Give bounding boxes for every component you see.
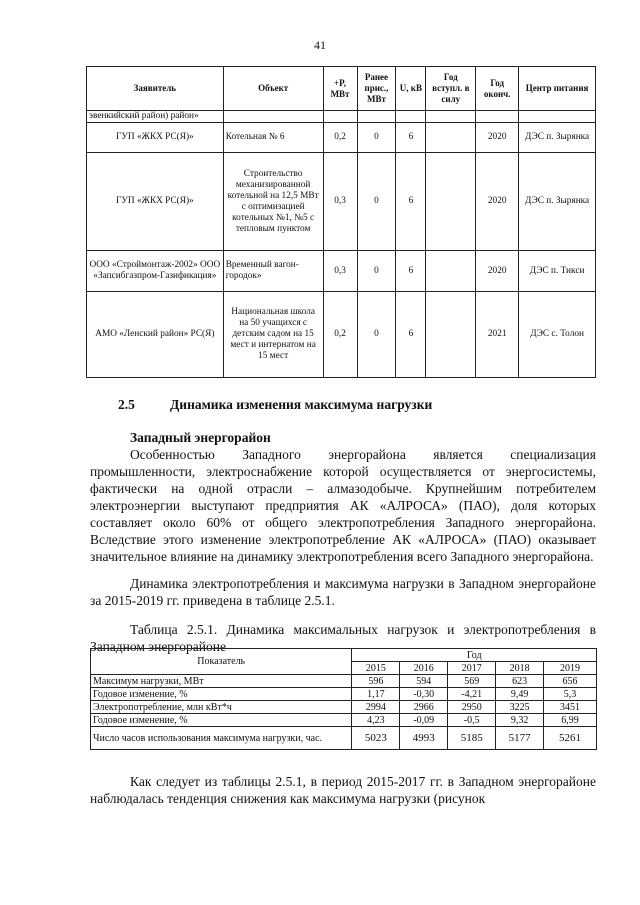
cell-power: 0,3 bbox=[323, 153, 357, 251]
cell-value: 5185 bbox=[448, 727, 496, 750]
header-object: Объект bbox=[223, 67, 323, 111]
header-power-center: Центр питания bbox=[519, 67, 596, 111]
cell-object: Национальная школа на 50 учащихся с детским садом на 15 мест и интернатом на 15 мест bbox=[223, 292, 323, 378]
section-title: Динамика изменения максимума нагрузки bbox=[170, 397, 433, 412]
cell-prev-power: 0 bbox=[357, 251, 396, 292]
cell-value: 6,99 bbox=[544, 714, 597, 727]
cell-prev-power: 0 bbox=[357, 292, 396, 378]
paragraph: Особенностью Западного энергорайона является специализация промышленности, электроснабжение которой осуществляется от энергосистемы, фактически на одной отрасли – алмазодобыче. Крупнейшим потребителем электроэнергии выступают предприятия АК «АЛРОСА» (ПАО), доля которых составляет около 60% от общего электропотребления Западного энергорайона. Вследствие этого изменение электропотребление АК «АЛРОСА» (ПАО) оказывает значительное влияние на динамику электропотребления всего Западного энергорайона. bbox=[90, 447, 596, 564]
section-heading bbox=[118, 397, 432, 413]
cell-voltage: 6 bbox=[396, 123, 426, 153]
cell-prev-power: 0 bbox=[357, 123, 396, 153]
header-year-value: 2018 bbox=[496, 662, 544, 675]
page-number: 41 bbox=[314, 38, 326, 52]
subheading: Западный энергорайон bbox=[130, 430, 271, 445]
cell-year-start bbox=[426, 123, 476, 153]
cell-prev-power: 0 bbox=[357, 153, 396, 251]
cell-value: -0,30 bbox=[400, 688, 448, 701]
table-header-row bbox=[87, 67, 596, 111]
cell-value: 4,23 bbox=[352, 714, 400, 727]
header-applicant: Заявитель bbox=[87, 67, 224, 111]
table-row bbox=[87, 153, 596, 251]
cell-value: 4993 bbox=[400, 727, 448, 750]
header-power: +P, МВт bbox=[323, 67, 357, 111]
cell-power: 0,2 bbox=[323, 292, 357, 378]
cell-value: 5,3 bbox=[544, 688, 597, 701]
cell-value: 2994 bbox=[352, 701, 400, 714]
paragraph: Динамика электропотребления и максимума нагрузки в Западном энергорайоне за 2015-2019 гг. приведена в таблице 2.5.1. bbox=[90, 576, 596, 608]
header-indicator: Показатель bbox=[91, 649, 352, 675]
cell-power-center: ДЭС п. Зырянка bbox=[519, 153, 596, 251]
cell-value: -4,21 bbox=[448, 688, 496, 701]
row-label: Число часов использования максимума нагрузки, час. bbox=[91, 727, 352, 750]
cell-power-center: ДЭС п. Тикси bbox=[519, 251, 596, 292]
header-prev-power: Ранее прис., МВт bbox=[357, 67, 396, 111]
table-row bbox=[91, 714, 597, 727]
table-row bbox=[91, 675, 597, 688]
cell-value: 9,49 bbox=[496, 688, 544, 701]
cell-applicant: ГУП «ЖКХ РС(Я)» bbox=[87, 123, 224, 153]
cell-object: Строительство механизированной котельной на 12,5 МВт с оптимизацией котельных №1, №5 с тепловым пунктом bbox=[223, 153, 323, 251]
cell-year-end: 2020 bbox=[476, 251, 519, 292]
table-row bbox=[87, 111, 596, 123]
cell-value: 3451 bbox=[544, 701, 597, 714]
cell-voltage: 6 bbox=[396, 153, 426, 251]
cell-value: -0,5 bbox=[448, 714, 496, 727]
cell-value: 5177 bbox=[496, 727, 544, 750]
header-year-value: 2019 bbox=[544, 662, 597, 675]
cell-year-end: 2021 bbox=[476, 292, 519, 378]
cell-value: 656 bbox=[544, 675, 597, 688]
cell-applicant: АМО «Ленский район» РС(Я) bbox=[87, 292, 224, 378]
continued-text: эвенкийский район) район» bbox=[87, 111, 224, 123]
cell-value: 596 bbox=[352, 675, 400, 688]
cell-power: 0,3 bbox=[323, 251, 357, 292]
row-label: Годовое изменение, % bbox=[91, 714, 352, 727]
cell-value: -0,09 bbox=[400, 714, 448, 727]
cell-voltage: 6 bbox=[396, 251, 426, 292]
cell-year-start bbox=[426, 153, 476, 251]
cell-year-end: 2020 bbox=[476, 153, 519, 251]
header-year-end: Год оконч. bbox=[476, 67, 519, 111]
cell-value: 3225 bbox=[496, 701, 544, 714]
cell-power: 0,2 bbox=[323, 123, 357, 153]
cell-year-start bbox=[426, 292, 476, 378]
cell-value: 9,32 bbox=[496, 714, 544, 727]
cell-object: Временный вагон-городок» bbox=[223, 251, 323, 292]
cell-value: 623 bbox=[496, 675, 544, 688]
table-row bbox=[87, 292, 596, 378]
header-year-start: Год вступл. в силу bbox=[426, 67, 476, 111]
header-year: Год bbox=[352, 649, 597, 662]
cell-voltage: 6 bbox=[396, 292, 426, 378]
table-header-row bbox=[91, 649, 597, 662]
header-year-value: 2015 bbox=[352, 662, 400, 675]
row-label: Электропотребление, млн кВт*ч bbox=[91, 701, 352, 714]
row-label: Годовое изменение, % bbox=[91, 688, 352, 701]
header-voltage: U, кВ bbox=[396, 67, 426, 111]
cell-value: 5261 bbox=[544, 727, 597, 750]
cell-year-end: 2020 bbox=[476, 123, 519, 153]
cell-value: 594 bbox=[400, 675, 448, 688]
cell-year-start bbox=[426, 251, 476, 292]
section-number: 2.5 bbox=[118, 397, 135, 412]
cell-value: 2966 bbox=[400, 701, 448, 714]
cell-applicant: ГУП «ЖКХ РС(Я)» bbox=[87, 153, 224, 251]
cell-value: 569 bbox=[448, 675, 496, 688]
cell-power-center: ДЭС п. Зырянка bbox=[519, 123, 596, 153]
table-row bbox=[91, 701, 597, 714]
cell-value: 1,17 bbox=[352, 688, 400, 701]
row-label: Максимум нагрузки, МВт bbox=[91, 675, 352, 688]
dynamics-table bbox=[90, 648, 597, 750]
cell-value: 5023 bbox=[352, 727, 400, 750]
table-caption: Таблица 2.5.1. Динамика максимальных нагрузок и электропотребления в Западном энергорайоне bbox=[90, 622, 596, 654]
paragraph: Как следует из таблицы 2.5.1, в период 2015-2017 гг. в Западном энергорайоне наблюдалась тенденция снижения как максимума нагрузки (рисунок bbox=[90, 774, 596, 806]
table-row bbox=[91, 688, 597, 701]
cell-applicant: ООО «Строймонтаж-2002» ООО «Запсибгазпром-Газификация» bbox=[87, 251, 224, 292]
table-row bbox=[87, 123, 596, 153]
cell-object: Котельная № 6 bbox=[223, 123, 323, 153]
connections-table bbox=[86, 66, 596, 378]
cell-power-center: ДЭС с. Толон bbox=[519, 292, 596, 378]
table-row bbox=[87, 251, 596, 292]
cell-value: 2950 bbox=[448, 701, 496, 714]
table-row bbox=[91, 727, 597, 750]
header-year-value: 2017 bbox=[448, 662, 496, 675]
header-year-value: 2016 bbox=[400, 662, 448, 675]
